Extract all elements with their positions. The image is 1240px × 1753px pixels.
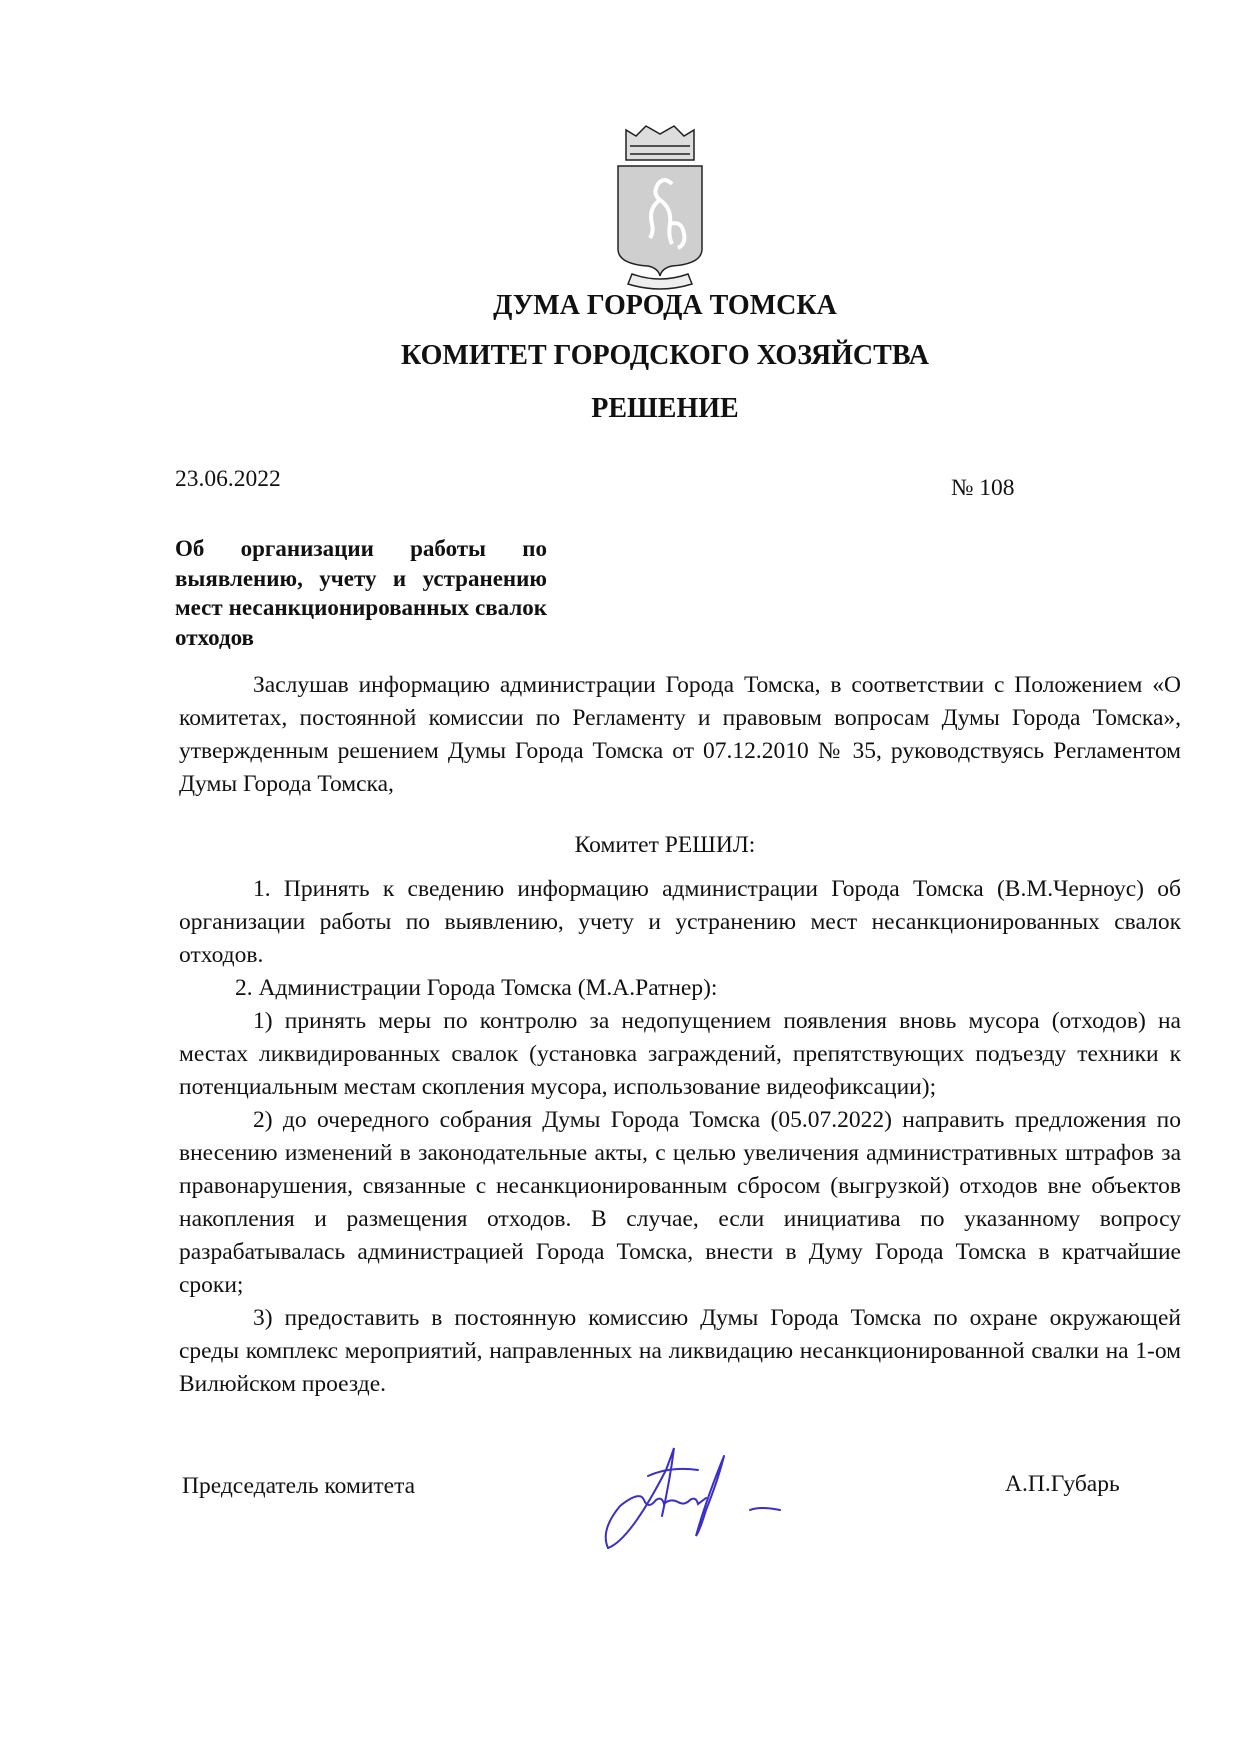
decision-number: № 108 — [951, 475, 1015, 501]
resolution-subitem-3: 3) предоставить в постоянную комиссию Думы Города Томска по охране окружающей среды комплекс мероприятий, направленных на ликвидацию несанкционированной свалки на 1-ом Вилюйском проезде. — [179, 1305, 1181, 1397]
signatory-position: Председатель комитета — [182, 1473, 416, 1499]
resolution-items — [179, 873, 1181, 1401]
doc-type-title: РЕШЕНИЕ — [591, 393, 739, 424]
decision-subject: Об организации работы по выявлению, учету и устранению мест несанкционированных свалок отходов — [175, 536, 547, 650]
decision-date: 23.06.2022 — [175, 466, 281, 492]
preamble-text: Заслушав информацию администрации Города Томска, в соответствии с Положением «О комитетах, постоянной комиссии по Регламенту и правовым вопросам Думы Города Томска», утвержденным решением Думы Города Томска от 07.12.2010 № 35, руководствуясь Регламентом Думы Города Томска, — [179, 672, 1181, 797]
committee-title: КОМИТЕТ ГОРОДСКОГО ХОЗЯЙСТВА — [401, 340, 929, 371]
coat-of-arms — [612, 124, 708, 292]
handwritten-signature — [600, 1440, 900, 1560]
resolution-subitem-2: 2) до очередного собрания Думы Города Томска (05.07.2022) направить предложения по внесению изменений в законодательные акты, с целью увеличения административных штрафов за правонарушения, связанные с несанкционированным сбросом (выгрузкой) отходов вне объектов накопления и размещения отходов. В случае, если инициатива по указанному вопросу разрабатывалась администрацией Города Томска, внести в Думу Города Томска в кратчайшие сроки; — [179, 1107, 1181, 1298]
resolution-item-1: 1. Принять к сведению информацию администрации Города Томска (В.М.Черноус) об организации работы по выявлению, учету и устранению мест несанкционированных свалок отходов. — [179, 876, 1181, 968]
org-title: ДУМА ГОРОДА ТОМСКА — [493, 290, 837, 321]
preamble — [179, 669, 1181, 801]
resolution-item-2: 2. Администрации Города Томска (М.А.Ратнер): — [235, 975, 718, 1001]
signatory-name: А.П.Губарь — [1005, 1471, 1120, 1497]
resolved-heading: Комитет РЕШИЛ: — [574, 832, 756, 858]
resolution-subitem-1: 1) принять меры по контролю за недопущением появления вновь мусора (отходов) на местах ликвидированных свалок (установка заграждений, препятствующих подъезду техники к потенциальным местам скопления мусора, использование видеофиксации); — [179, 1008, 1181, 1100]
